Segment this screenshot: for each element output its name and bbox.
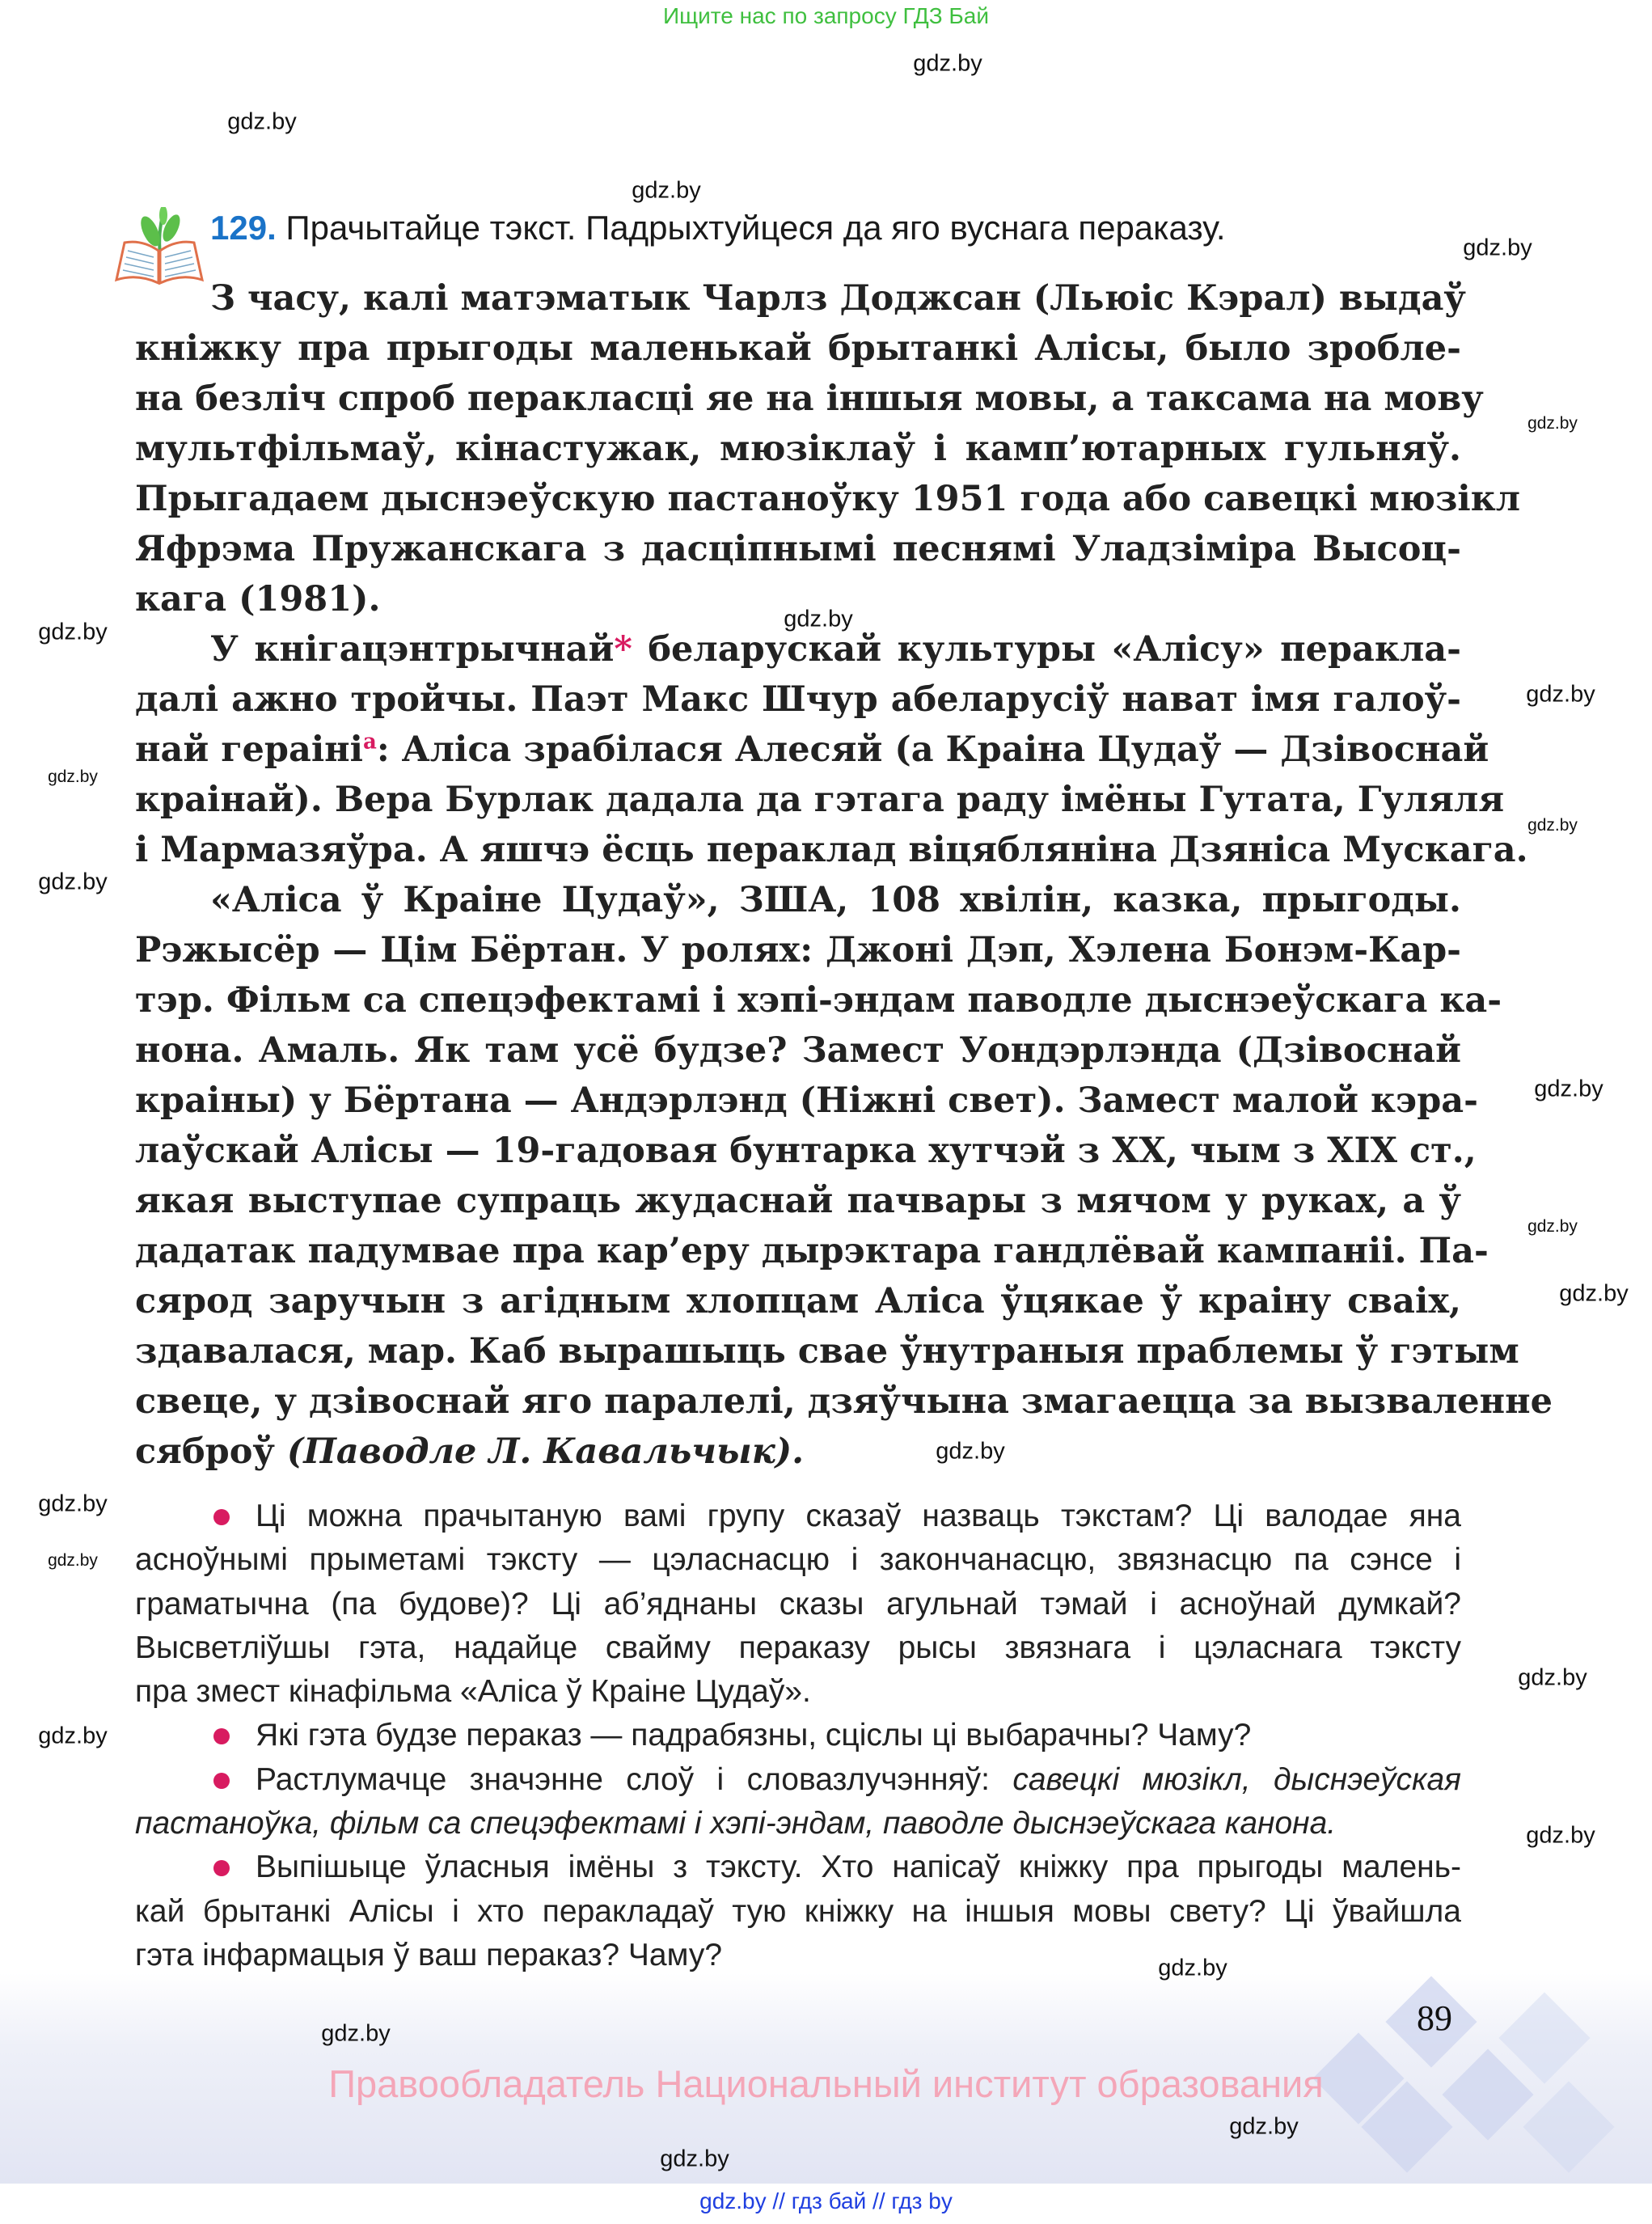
text-segment: мультфільмаў, кінастужак, мюзіклаў і камп’ютарных гульняў. [135, 429, 1461, 469]
task-instruction: Прачытайце тэкст. Падрыхтуйцеся да яго вуснага пераказу. [285, 209, 1226, 247]
text-segment: У кнігацэнтрычнай [210, 629, 615, 670]
watermark: gdz.by [660, 2146, 729, 2172]
text-segment: беларускай культуры «Алісу» перакла- [632, 629, 1461, 670]
text-segment: асноўнымі прыметамі тэксту — цэласнасцю і закончанасцю, звязнасцю па сэнсе і [135, 1542, 1461, 1578]
questions-list [135, 1495, 1461, 1977]
search-hint: Ищите нас по запросу ГДЗ Бай [662, 3, 990, 28]
bullet-icon [213, 1860, 230, 1876]
watermark: gdz.by [48, 767, 98, 786]
text-line [135, 424, 1461, 474]
text-segment: З часу, калі матэматык Чарлз Доджсан (Льюіс Кэрал) выдаў [210, 278, 1466, 319]
question-item [135, 1714, 1461, 1757]
question-item [135, 1846, 1461, 1977]
question-line [135, 1758, 1461, 1802]
text-line [135, 1025, 1461, 1076]
question-line [135, 1802, 1461, 1846]
text-line [135, 574, 1461, 624]
watermark: gdz.by [48, 1551, 98, 1570]
text-line [135, 624, 1461, 674]
watermark: gdz.by [321, 2020, 391, 2047]
bullet-icon [213, 1773, 230, 1789]
watermark: gdz.by [38, 869, 108, 895]
text-segment: кніжку пра прыгоды маленькай брытанкі Алісы, было зробле- [135, 328, 1461, 369]
watermark: gdz.by [1534, 1076, 1603, 1102]
text-segment: краіны) у Бёртана — Андэрлэнд (Ніжні свет). Замест малой кэра- [135, 1080, 1478, 1121]
text-segment: якая выступае супраць жудаснай пачвары з мячом у руках, а ў [135, 1181, 1461, 1221]
text-segment: Яфрэма Пружанскага з дасціпнымі песнямі Уладзіміра Высоц- [135, 529, 1461, 569]
text-segment: Выпішыце ўласныя імёны з тэксту. Хто напісаў кніжку пра прыгоды малень- [256, 1850, 1461, 1885]
text-segment: Які гэта будзе пераказ — падрабязны, сціслы ці выбарачны? Чаму? [256, 1718, 1252, 1753]
text-segment: краінай). Вера Бурлак дадала да гэтага раду імёны Гутата, Гуляля [135, 780, 1505, 820]
question-line [135, 1495, 1461, 1538]
watermark: gdz.by [227, 108, 297, 135]
text-segment: дадатак падумвае пра кар’еру дырэктара гандлёвай кампаніі. Па- [135, 1231, 1489, 1271]
text-line [135, 825, 1528, 875]
text-segment: свеце, у дзівоснай яго паралелі, дзяўчына змагаецца за вызваленне [135, 1381, 1553, 1422]
text-line [135, 1126, 1477, 1176]
text-segment: «Аліса ў Краіне Цудаў», ЗША, 108 хвілін, казка, прыгоды. [210, 880, 1461, 920]
watermark: gdz.by [632, 177, 701, 204]
question-line [135, 1934, 1461, 1977]
glossary-asterisk: * [614, 629, 632, 670]
question-line [135, 1626, 1461, 1670]
watermark: gdz.by [1527, 816, 1578, 835]
text-segment: (Паводле Л. Кавальчык). [286, 1431, 805, 1472]
question-line [135, 1538, 1461, 1582]
bullet-icon [213, 1728, 230, 1744]
question-line [135, 1670, 1461, 1714]
text-segment: сяброў [135, 1431, 287, 1472]
text-segment: гэта інфармацыя ў ваш пераказ? Чаму? [135, 1937, 723, 1972]
watermark: gdz.by [38, 619, 108, 645]
text-line [135, 975, 1502, 1025]
question-line [135, 1846, 1461, 1889]
watermark: gdz.by [1559, 1280, 1629, 1307]
text-segment: Ці можна прачытаную вамі групу сказаў назваць тэкстам? Ці валодае яна [256, 1499, 1461, 1533]
text-line [135, 674, 1461, 725]
text-segment: : Аліса зрабілася Алесяй (а Краіна Цудаў — Дзівоснай [376, 729, 1489, 770]
text-line [135, 1176, 1461, 1226]
watermark: gdz.by [1526, 681, 1595, 708]
page-number: 89 [1417, 1998, 1452, 2038]
text-segment: здавалася, мар. Каб вырашыць свае ўнутраныя праблемы ў гэтым [135, 1331, 1519, 1372]
text-segment: пра змест кінафільма «Аліса ў Краіне Цудаў». [135, 1674, 811, 1710]
text-segment: савецкі мюзікл, дыснэеўская [1012, 1761, 1461, 1797]
watermark: gdz.by [1526, 1822, 1595, 1849]
watermark: gdz.by [913, 50, 982, 77]
watermark: gdz.by [38, 1490, 108, 1517]
text-line [135, 925, 1461, 975]
text-segment: і Мармазяўра. А яшчэ ёсць пераклад віцяблянiна Дзяніса Мускага. [135, 830, 1528, 870]
text-line [135, 1276, 1461, 1326]
text-segment: сярод заручын з агідным хлопцам Аліса ўцякае ў краіну сваіх, [135, 1281, 1461, 1321]
text-line [135, 1376, 1553, 1427]
question-line [135, 1890, 1461, 1934]
site-links[interactable]: gdz.by // гдз бай // гдз by [699, 2188, 953, 2213]
text-segment: пастаноўка, фільм са спецэфектамі і хэпі-эндам, паводле дыснэеўскага канона. [135, 1806, 1337, 1841]
text-segment: Высветліўшы гэта, надайце свайму пераказу рысы звязнага і цэласнага тэксту [135, 1630, 1461, 1665]
watermark: gdz.by [1518, 1664, 1587, 1691]
watermark: gdz.by [1229, 2113, 1299, 2140]
rights-holder-notice: Правообладатель Национальный институт образования [328, 2062, 1324, 2105]
text-segment: най гераіні [135, 729, 363, 770]
text-segment: кай брытанкі Алісы і хто перакладаў тую кніжку на іншыя мовы свету? Ці ўвайшла [135, 1893, 1461, 1929]
text-segment: на безліч спроб перакласці яе на іншыя мовы, а таксама на мову [135, 378, 1484, 419]
question-line [135, 1583, 1461, 1626]
question-line [135, 1714, 1461, 1757]
text-segment: лаўскай Алісы — 19-гадовая бунтарка хутчэй з ХХ, чым з ХІХ ст., [135, 1131, 1477, 1171]
text-segment: кага (1981). [135, 579, 381, 619]
text-line [135, 1076, 1478, 1126]
question-item [135, 1758, 1461, 1846]
text-line [135, 1326, 1519, 1376]
text-line [135, 273, 1466, 323]
watermark: gdz.by [936, 1438, 1005, 1465]
watermark: gdz.by [1463, 235, 1532, 261]
footnote-marker: а [362, 729, 377, 755]
text-line [135, 875, 1461, 925]
text-segment: Рэжысёр — Цім Бёртан. У ролях: Джоні Дэп, Хэлена Бонэм-Кар- [135, 930, 1461, 970]
task-header [210, 209, 1226, 247]
text-line [135, 524, 1461, 574]
text-line [135, 775, 1505, 825]
task-number: 129. [210, 209, 277, 247]
text-line [135, 1226, 1489, 1276]
text-line [135, 1427, 1461, 1477]
text-segment: Прыгадаем дыснэеўскую пастаноўку 1951 года або савецкі мюзікл [135, 479, 1521, 519]
question-item [135, 1495, 1461, 1714]
watermark: gdz.by [38, 1723, 108, 1749]
text-segment: Растлумачце значэнне слоў і словазлучэнняў: [256, 1761, 1013, 1797]
text-segment: далі ажно тройчы. Паэт Макс Шчур абеларусіў нават імя галоў- [135, 679, 1461, 720]
watermark: gdz.by [1527, 1217, 1578, 1236]
text-line [135, 323, 1461, 374]
text-segment: тэр. Фільм са спецэфектамі і хэпі-эндам паводле дыснэеўскага ка- [135, 980, 1502, 1021]
watermark: gdz.by [1527, 414, 1578, 433]
watermark: gdz.by [1158, 1955, 1227, 1981]
bullet-icon [213, 1509, 230, 1525]
text-line [135, 725, 1489, 775]
watermark: gdz.by [784, 606, 853, 632]
text-segment: граматычна (па будове)? Ці аб’яднаны сказы агульнай тэмай і асноўнай думкай? [135, 1586, 1461, 1621]
text-line [135, 474, 1521, 524]
text-segment: нона. Амаль. Як там усё будзе? Замест Уондэрлэнда (Дзівоснай [135, 1030, 1461, 1071]
text-line [135, 374, 1484, 424]
